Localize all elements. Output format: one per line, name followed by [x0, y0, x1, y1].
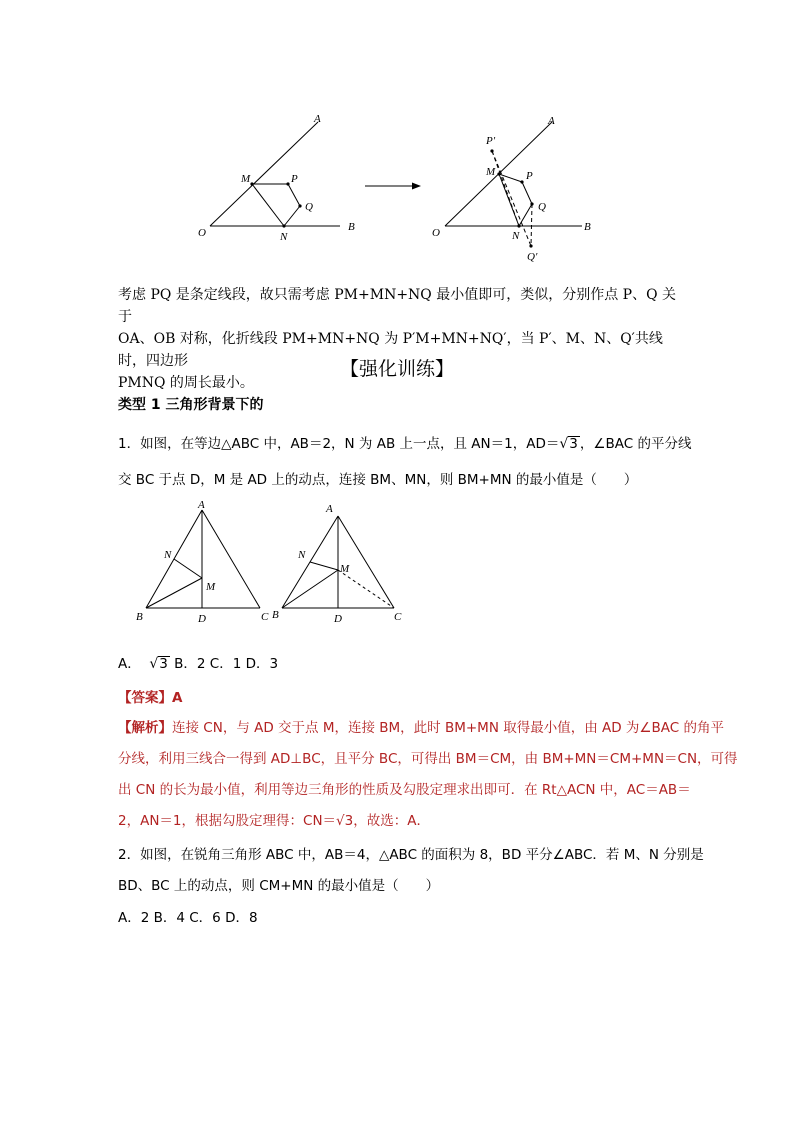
analysis-line-4: 2，AN＝1，根据勾股定理得：CN＝√3，故选：A． [118, 813, 430, 829]
answer-line [118, 686, 182, 706]
q1-figure [132, 496, 412, 628]
intro-line-3: PMNQ 的周长最小。 [118, 375, 254, 391]
analysis-text-1: 连接 CN，与 AD 交于点 M，连接 BM，此时 BM+MN 取得最小值，由 AD 为∠BAC 的角平 [172, 720, 725, 736]
q1-label-N1: N [164, 549, 172, 561]
q1-line-2: 交 BC 于点 D，M 是 AD 上的动点，连接 BM、MN，则 BM+MN 的最小值是（ ） [118, 472, 638, 488]
q1-label-M1: M [206, 581, 216, 593]
label-B-left: B [348, 221, 355, 233]
q1-label-B2: B [272, 609, 279, 621]
label-P-prime: P′ [486, 135, 496, 147]
q1-options-a: A． [118, 656, 141, 672]
q2-options: A．2 B．4 C．6 D．8 [118, 910, 258, 926]
label-M-right: M [486, 166, 496, 178]
analysis-line-2: 分线，利用三线合一得到 AD⊥BC，且平分 BC，可得出 BM＝CM，由 BM+MN＝CM+MN＝CN，可得 [118, 751, 738, 767]
intro-line-2: OA、OB 对称，化折线段 PM+MN+NQ 为 P′M+MN+NQ′，当 P′、M、N、Q′共线时，四边形 [118, 331, 663, 369]
label-N-right: N [512, 230, 520, 242]
analysis-label: 【解析】 [118, 720, 172, 736]
q1-label-A1: A [198, 499, 205, 511]
label-O-left: O [198, 227, 206, 239]
label-M-left: M [241, 173, 251, 185]
answer-value: A [172, 690, 183, 706]
label-O-right: O [432, 227, 440, 239]
type-heading: 类型 1 三角形背景下的 [118, 397, 264, 413]
label-P-right: P [526, 170, 533, 182]
arrow-icon [365, 183, 421, 190]
q1-line-1-b: ，∠BAC 的平分线 [579, 436, 692, 452]
q1-sqrt-value: 3 [569, 436, 578, 452]
label-N-left: N [280, 231, 288, 243]
label-A-right: A [548, 115, 555, 127]
figure-left [210, 122, 340, 226]
q2-line-1: 2．如图，在锐角三角形 ABC 中，AB＝4，△ABC 的面积为 8，BD 平分∠ABC．若 M、N 分别是 [118, 847, 704, 863]
q2-line-2: BD、BC 上的动点，则 CM+MN 的最小值是（ ） [118, 878, 440, 894]
q1-options-rest: B．2 C．1 D．3 [169, 656, 279, 672]
label-A-left: A [314, 113, 321, 125]
label-P-left: P [291, 173, 298, 185]
label-Q-right: Q [538, 201, 546, 213]
figure-right [445, 122, 582, 246]
q1-label-C2: C [394, 611, 402, 623]
analysis-line-3: 出 CN 的长为最小值，利用等边三角形的性质及勾股定理求出即可．在 Rt△ACN 中，AC＝AB＝ [118, 782, 691, 798]
label-Q-left: Q [305, 201, 313, 213]
q1-label-B1: B [136, 611, 143, 623]
analysis-line-1 [118, 716, 724, 736]
intro-line-1: 考虑 PQ 是条定线段，故只需考虑 PM+MN+NQ 最小值即可，类似，分别作点 P、Q 关于 [118, 287, 677, 325]
q1-options-sqrt: 3 [159, 656, 168, 672]
q1-line-1: 1．如图，在等边△ABC 中，AB＝2，N 为 AB 上一点，且 AN＝1，AD＝√3 ，∠BAC 的平分线 [118, 436, 692, 452]
answer-label: 【答案】 [118, 690, 172, 706]
q1-label-D2: D [334, 613, 342, 625]
label-Q-prime: Q′ [527, 251, 538, 263]
section-title: 【强化训练】 [339, 358, 454, 380]
reflection-figure [190, 108, 610, 268]
q1-label-C1: C [261, 611, 269, 623]
q1-label-D1: D [198, 613, 206, 625]
label-B-right: B [584, 221, 591, 233]
q1-options: A． √3 B．2 C．1 D．3 [118, 656, 279, 672]
q1-label-A2: A [326, 503, 333, 515]
q1-line-1-a: 1．如图，在等边△ABC 中，AB＝2，N 为 AB 上一点，且 AN＝1，AD＝ [118, 436, 560, 452]
q1-label-M2: M [340, 563, 350, 575]
q1-label-N2: N [298, 549, 306, 561]
